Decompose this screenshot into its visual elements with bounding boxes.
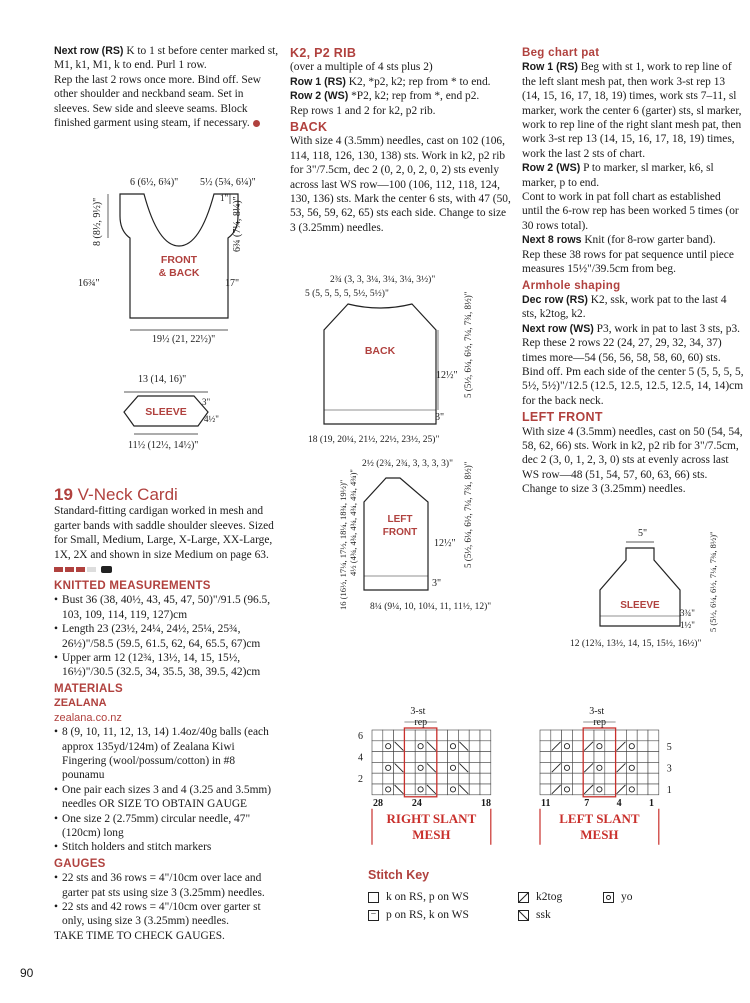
lf-right: 5 (5½, 6¼, 6½, 7¼, 7¾, 8½)" [463, 461, 473, 568]
right-chart-cell [415, 762, 426, 773]
rib-heading: K2, P2 RIB [290, 46, 357, 60]
gauges-heading: GAUGES [54, 857, 106, 870]
rib-rep: Rep rows 1 and 2 for k2, p2 rib. [290, 104, 436, 117]
left-chart-cell [551, 752, 562, 763]
left-chart-cell [594, 773, 605, 784]
right-chart-cell [469, 773, 480, 784]
key-item: ssk [536, 909, 551, 921]
left-chart-cell [626, 773, 637, 784]
measure-item: • Upper arm 12 (12¾, 13½, 14, 15, 15½, 16½)"/30.5 (32.5, 34, 35.5, 38, 39.5, 42)cm [54, 651, 280, 680]
right-chart-cell [448, 784, 459, 795]
c3-nextws [522, 322, 744, 408]
schematic-left-front [330, 450, 495, 620]
left-chart-cell [594, 741, 605, 752]
left-chart-cell [637, 762, 648, 773]
back-top2: 5 (5, 5, 5, 5, 5½, 5½)" [305, 289, 389, 299]
right-chart-cell [437, 730, 448, 741]
right-chart-cell [404, 752, 415, 763]
brand-name: ZEALANA [54, 697, 107, 710]
left-chart-cell [572, 762, 583, 773]
c3-cont: Cont to work in pat foll chart as established until the 6-row rep has been worked 5 times (or 30 rows total). [522, 191, 739, 232]
material-item: • One pair each sizes 3 and 4 (3.25 and 3.5mm) needles OR SIZE TO OBTAIN GAUGE [54, 783, 280, 812]
lf-left-outer: 16 (16½, 17¼, 17½, 18¼, 18¾, 19½)" [338, 479, 348, 610]
right-chart-cell [415, 741, 426, 752]
left-chart-cell [626, 752, 637, 763]
left-chart-cell [572, 752, 583, 763]
pattern-title [54, 485, 280, 504]
left-rep-word: rep [593, 717, 606, 728]
back-bot-r: 3" [435, 412, 445, 423]
right-chart-cell [480, 762, 491, 773]
lf-name-1: LEFT [387, 514, 413, 525]
col-number: 28 [373, 797, 383, 809]
left-chart-cell [572, 784, 583, 795]
c3-left-front: With size 4 (3.5mm) needles, cast on 50 (54, 54, 58, 62, 66) sts. Work in k2, p2 rib for 3"/7.5cm, dec 2 (3, 0, 1, 2, 3, 0) sts at evenly across last WS row—48 (51, 54, 57, 60, 63, 66) sts. [522, 425, 743, 481]
col-number: 1 [649, 797, 654, 809]
right-chart-cell [372, 752, 383, 763]
gauge-item: • 22 sts and 42 rows = 4"/10cm over garter st only, using size 3 (3.25mm) needles. [54, 900, 280, 929]
take-time: TAKE TIME TO CHECK GAUGES. [54, 929, 225, 942]
right-chart-cell [383, 730, 394, 741]
left-chart-cell [626, 762, 637, 773]
right-chart-cell [437, 752, 448, 763]
right-chart-cell [437, 773, 448, 784]
right-chart-cell [469, 784, 480, 795]
back-bottom: 18 (19, 20¼, 21½, 22½, 23½, 25)" [308, 435, 440, 445]
col-number: 24 [411, 797, 422, 809]
right-chart-cell [480, 752, 491, 763]
left-chart-cell [594, 762, 605, 773]
right-chart-cell [404, 730, 415, 741]
rib-row2-label: Row 2 (WS) [290, 90, 349, 103]
column-1-lower [54, 482, 280, 943]
back-name: BACK [364, 345, 396, 357]
row-number: 6 [358, 731, 363, 742]
right-chart-cell [458, 730, 469, 741]
lf-top: 2½ (2¾, 2¾, 3, 3, 3, 3)" [362, 459, 453, 469]
c3-nextws-label: Next row (WS) [522, 322, 594, 335]
left-chart-cell [562, 784, 573, 795]
fb-right-label: 6¾ (7¼, 8¼)" [232, 196, 243, 252]
rib-intro: (over a multiple of 4 sts plus 2) [290, 61, 433, 74]
left-chart-cell [648, 784, 659, 795]
right-chart-cell [394, 752, 405, 763]
c3-dec-label: Dec row (RS) [522, 293, 588, 306]
mesh-charts [350, 700, 740, 845]
right-chart-cell [394, 730, 405, 741]
material-item: • One size 2 (2.75mm) circular needle, 47" (120cm) long [54, 812, 280, 841]
left-chart-cell [637, 741, 648, 752]
key-item: k2tog [536, 891, 563, 903]
sl2-r2: 1½" [680, 620, 695, 630]
left-chart-cell [540, 730, 551, 741]
col-number: 11 [541, 797, 551, 809]
right-chart-cell [404, 762, 415, 773]
sl1-right1: 3" [202, 397, 211, 407]
left-chart-cell [594, 784, 605, 795]
key-item: yo [621, 891, 633, 903]
c3-row1-text: Beg with st 1, work to rep line of the left slant mesh pat, then work 3-st rep 13 (14, 15, 16, 17, 18, 19) times, work sts 7–11, sl marker, work the center 6 (garter) sts, sl marker, work to rep line of the right slant mesh pat, then work 3-st rep 13 (14, 15, 16, 17, 18, 19) times, work the last 2 sts of chart. [522, 61, 742, 160]
left-chart-cell [637, 773, 648, 784]
right-chart-cell [469, 730, 480, 741]
row-number: 1 [666, 785, 672, 796]
left-chart-cell [551, 773, 562, 784]
right-chart-cell [469, 741, 480, 752]
right-chart-cell [437, 762, 448, 773]
back-heading: BACK [290, 120, 328, 135]
right-chart-cell [437, 784, 448, 795]
brand-link[interactable]: zealana.co.nz [54, 711, 122, 724]
fb-top-label: 6 (6½, 6¾)" [130, 177, 179, 188]
row-number: 2 [358, 774, 363, 786]
key-item: p on RS, k on WS [386, 909, 469, 921]
col-number: 7 [584, 797, 590, 809]
sl1-top-label: 13 (14, 16)" [138, 374, 187, 385]
page-number: 90 [20, 966, 34, 980]
c3-row2-text: P to marker, sl marker, k6, sl marker, p to end. [522, 162, 714, 189]
right-chart-cell [426, 773, 437, 784]
right-chart-cell [448, 762, 459, 773]
left-chart-cell [637, 784, 648, 795]
rib-row2 [290, 89, 512, 103]
ssk-icon [518, 910, 529, 921]
left-chart-cell [572, 773, 583, 784]
c3-row2 [522, 161, 744, 190]
fb-left-label: 8 (8½, 9½)" [92, 197, 103, 246]
sl1-name: SLEEVE [145, 406, 187, 418]
right-chart-cell [480, 741, 491, 752]
left-chart-title-2: MESH [580, 826, 619, 842]
schematic-back [300, 268, 490, 448]
sl2-name: SLEEVE [620, 600, 660, 611]
right-chart-cell [383, 762, 394, 773]
stitch-key [368, 866, 748, 924]
left-chart-cell [540, 762, 551, 773]
left-chart-cell [626, 730, 637, 741]
lf-bot-r: 3" [432, 578, 442, 589]
purl-square-icon: − [368, 910, 379, 921]
back-right: 5 (5½, 6¼, 6½, 7¼, 7¾, 8½)" [463, 291, 473, 398]
right-chart-cell [415, 752, 426, 763]
left-chart-cell [648, 741, 659, 752]
right-chart-cell [448, 773, 459, 784]
left-chart-cell [594, 752, 605, 763]
next-row-text: K to 1 st before center marked st, M1, k1, M1, k to end. Purl 1 row. [54, 45, 279, 72]
skill-level-icon [54, 566, 280, 573]
armhole-heading: Armhole shaping [522, 279, 621, 292]
fb-name-2: & BACK [158, 267, 200, 279]
fb-name-1: FRONT [160, 254, 198, 266]
sl2-bottom: 12 (12¾, 13½, 14, 15, 15½, 16½)" [570, 639, 702, 649]
left-chart-cell [616, 752, 627, 763]
right-chart-cell [415, 730, 426, 741]
back-top: 2¾ (3, 3, 3¼, 3¼, 3¼, 3½)" [330, 275, 436, 285]
c3-nextws-text: P3, work in pat to last 3 sts, p3. Rep these 2 rows 22 (24, 27, 29, 32, 34, 37) times more—54 (56, 56, 58, 58, 60, 60) sts. Bind off. Pm each side of the center 5 (5, 5, 5, 5, 5½, 5½)"/12.5 (12.5, 12.5, 12.5, 12.5, 14, 14)cm for the back neck. [522, 322, 744, 407]
left-chart-cell [648, 773, 659, 784]
end-dot-icon [253, 120, 260, 127]
right-chart-cell [426, 730, 437, 741]
left-chart-cell [572, 741, 583, 752]
left-chart-cell [605, 762, 616, 773]
k2tog-icon [518, 892, 529, 903]
lf-mid: 12½" [434, 538, 456, 549]
right-chart-cell [404, 741, 415, 752]
left-chart-cell [616, 773, 627, 784]
rib-row1-text: K2, *p2, k2; rep from * to end. [345, 75, 491, 88]
right-chart-title: RIGHT SLANT [386, 810, 477, 826]
left-chart-cell [583, 773, 594, 784]
material-item: • 8 (9, 10, 11, 12, 13, 14) 1.4oz/40g balls (each approx 135yd/124m) of Zealana Kiwi Fingering (wool/possum/cotton) in #8 pounamu [54, 725, 280, 783]
material-item: • Stitch holders and stitch markers [54, 840, 280, 854]
col-number: 18 [481, 797, 491, 809]
c3-dec [522, 293, 744, 322]
left-chart-cell [626, 741, 637, 752]
c3-rep38: Rep these 38 rows for pat sequence until piece measures 15½"/39.5cm from beg. [522, 248, 734, 276]
right-rep-word: rep [414, 717, 428, 728]
right-chart-cell [458, 752, 469, 763]
right-chart-cell [372, 762, 383, 773]
left-chart-cell [562, 752, 573, 763]
measurements-list [54, 593, 280, 679]
left-chart-cell [583, 752, 594, 763]
c3-next8-label: Next 8 rows [522, 234, 582, 247]
fb-side-left: 16¾" [78, 278, 100, 289]
lf-left-inner: 4½ (4¾, 4¾, 4¾, 4¾, 4¾, 4¾)" [348, 469, 358, 576]
materials-heading: MATERIALS [54, 682, 123, 695]
right-chart-cell [383, 773, 394, 784]
right-chart-cell [480, 773, 491, 784]
right-chart-cell [415, 773, 426, 784]
right-chart-cell [404, 784, 415, 795]
column-2 [290, 44, 512, 235]
finishing-text: Rep the last 2 rows once more. Bind off. Sew other shoulder and neckband seam. Set in sleeves. Sew side and sleeve seams. Block finished garment using steam, if necessary. [54, 73, 262, 130]
column-3 [522, 44, 744, 497]
right-chart-cell [458, 773, 469, 784]
left-chart-cell [637, 730, 648, 741]
left-chart-cell [540, 773, 551, 784]
left-chart-cell [540, 784, 551, 795]
rib-row2-text: *P2, k2; rep from *, end p2. [348, 90, 480, 103]
left-chart-cell [605, 730, 616, 741]
left-chart-cell [637, 752, 648, 763]
left-chart-cell [562, 741, 573, 752]
right-chart-cell [426, 752, 437, 763]
left-rep-label: 3-st [589, 706, 605, 717]
fb-right-top: 1" [220, 193, 229, 203]
c3-dec-text: K2, ssk, work pat to the last 4 sts, k2tog, k2. [522, 293, 727, 321]
left-chart-cell [572, 730, 583, 741]
back-text: With size 4 (3.5mm) needles, cast on 102 (106, 114, 118, 126, 130, 138) sts. Work in k2, p2 rib for 3"/7.5cm, dec 2 (0, 2, 0, 2, 0, 2) sts evenly across last WS row—100 (106, 112, 118, 124, 130, 136) sts. Mark the center 6 sts, with 47 (50, 53, 56, 59, 62, 65) sts each side. Change to size 3 (3.25mm) needles. [290, 135, 511, 234]
left-chart-cell [562, 730, 573, 741]
left-chart-title: LEFT SLANT [559, 810, 640, 826]
finishing-para [54, 73, 280, 131]
next-row-label: Next row (RS) [54, 45, 124, 57]
row-number: 5 [666, 741, 672, 753]
right-chart-cell [448, 730, 459, 741]
fb-bottom-label: 19½ (21, 22½)" [152, 334, 216, 345]
left-chart-cell [616, 730, 627, 741]
gauge-item: • 22 sts and 36 rows = 4"/10cm over lace and garter pat sts using size 3 (3.25mm) needles. [54, 871, 280, 900]
right-chart-cell [383, 741, 394, 752]
lf-bottom: 8¼ (9¼, 10, 10¼, 11, 11½, 12)" [370, 602, 492, 612]
sl1-bottom: 11½ (12½, 14½)" [128, 440, 199, 451]
sl2-right-outer: 5 (5½, 6¼, 6½, 7¼, 7¾, 8½)" [708, 531, 718, 632]
right-chart-cell [372, 773, 383, 784]
col-number: 4 [616, 797, 622, 809]
yo-icon [603, 892, 614, 903]
rib-row1 [290, 75, 512, 89]
title-name: V-Neck Cardi [77, 485, 178, 504]
sl1-right2: 4½" [204, 414, 219, 424]
left-chart-cell [648, 730, 659, 741]
next-row-para [54, 44, 280, 73]
left-chart-cell [562, 773, 573, 784]
c3-next8-text: Knit (for 8-row garter band). [581, 234, 716, 247]
title-number: 19 [54, 485, 73, 504]
sl2-top: 5" [638, 528, 648, 539]
right-chart-cell [480, 730, 491, 741]
key-item: k on RS, p on WS [386, 891, 469, 903]
c3-row1-label: Row 1 (RS) [522, 61, 578, 74]
lf-name-2: FRONT [382, 527, 418, 538]
left-chart-cell [540, 741, 551, 752]
left-chart-cell [583, 730, 594, 741]
left-chart-cell [562, 762, 573, 773]
right-chart-title-2: MESH [412, 826, 451, 842]
fb-top2-label: 5½ (5¾, 6¼)" [200, 177, 256, 188]
left-front-heading: LEFT FRONT [522, 410, 603, 425]
right-rep-label: 3-st [410, 706, 426, 717]
back-mid: 12½" [436, 370, 458, 381]
right-chart-cell [404, 773, 415, 784]
beg-chart-heading: Beg chart pat [522, 47, 600, 59]
left-chart-cell [540, 752, 551, 763]
c3-row2-label: Row 2 (WS) [522, 162, 581, 175]
schematic-sleeve-2 [568, 520, 748, 655]
left-chart-cell [605, 773, 616, 784]
description: Standard-fitting cardigan worked in mesh and garter bands with saddle shoulder sleeves. Sized for Small, Medium, Large, X-Large, XX-Large, 1X, 2X and shown in size Medium on page 63. [54, 505, 274, 561]
left-chart-cell [626, 784, 637, 795]
right-chart-cell [448, 752, 459, 763]
left-chart-cell [648, 762, 659, 773]
c3-change: Change to size 3 (3.25mm) needles. [522, 483, 686, 496]
c3-next8 [522, 233, 744, 247]
sl2-outline [600, 548, 680, 626]
rib-row1-label: Row 1 (RS) [290, 75, 346, 88]
stitch-key-heading: Stitch Key [368, 868, 430, 882]
fb-side-right: 17" [225, 278, 240, 289]
sl2-r1: 3¾" [680, 608, 695, 618]
right-chart-cell [394, 773, 405, 784]
materials-list [54, 725, 280, 855]
left-chart-cell [605, 741, 616, 752]
gauges-list [54, 871, 280, 929]
c3-row1 [522, 60, 744, 161]
right-chart-cell [372, 730, 383, 741]
right-chart-cell [469, 752, 480, 763]
left-chart-cell [605, 752, 616, 763]
back-outline [324, 304, 436, 424]
right-chart-cell [480, 784, 491, 795]
right-chart-cell [415, 784, 426, 795]
knit-square-icon [368, 892, 379, 903]
left-chart-cell [594, 730, 605, 741]
right-chart-cell [372, 784, 383, 795]
left-chart-cell [551, 730, 562, 741]
right-chart-cell [448, 741, 459, 752]
knitted-measurements-heading: KNITTED MEASUREMENTS [54, 580, 211, 593]
left-chart-cell [648, 752, 659, 763]
right-chart-cell [469, 762, 480, 773]
right-chart-cell [372, 741, 383, 752]
measure-item: • Bust 36 (38, 40½, 43, 45, 47, 50)"/91.5 (96.5, 103, 109, 114, 119, 127)cm [54, 593, 280, 622]
right-chart-cell [383, 784, 394, 795]
row-number: 4 [358, 752, 363, 764]
measure-item: • Length 23 (23½, 24¼, 24½, 25¼, 25¾, 26½)"/58.5 (59.5, 61.5, 62, 64, 65.5, 67)cm [54, 622, 280, 651]
row-number: 3 [666, 763, 672, 775]
column-1 [54, 44, 280, 130]
left-chart-cell [605, 784, 616, 795]
right-chart-cell [437, 741, 448, 752]
schematic-sleeve-1 [116, 370, 226, 455]
right-chart-cell [383, 752, 394, 763]
schematic-front-back [68, 168, 283, 348]
